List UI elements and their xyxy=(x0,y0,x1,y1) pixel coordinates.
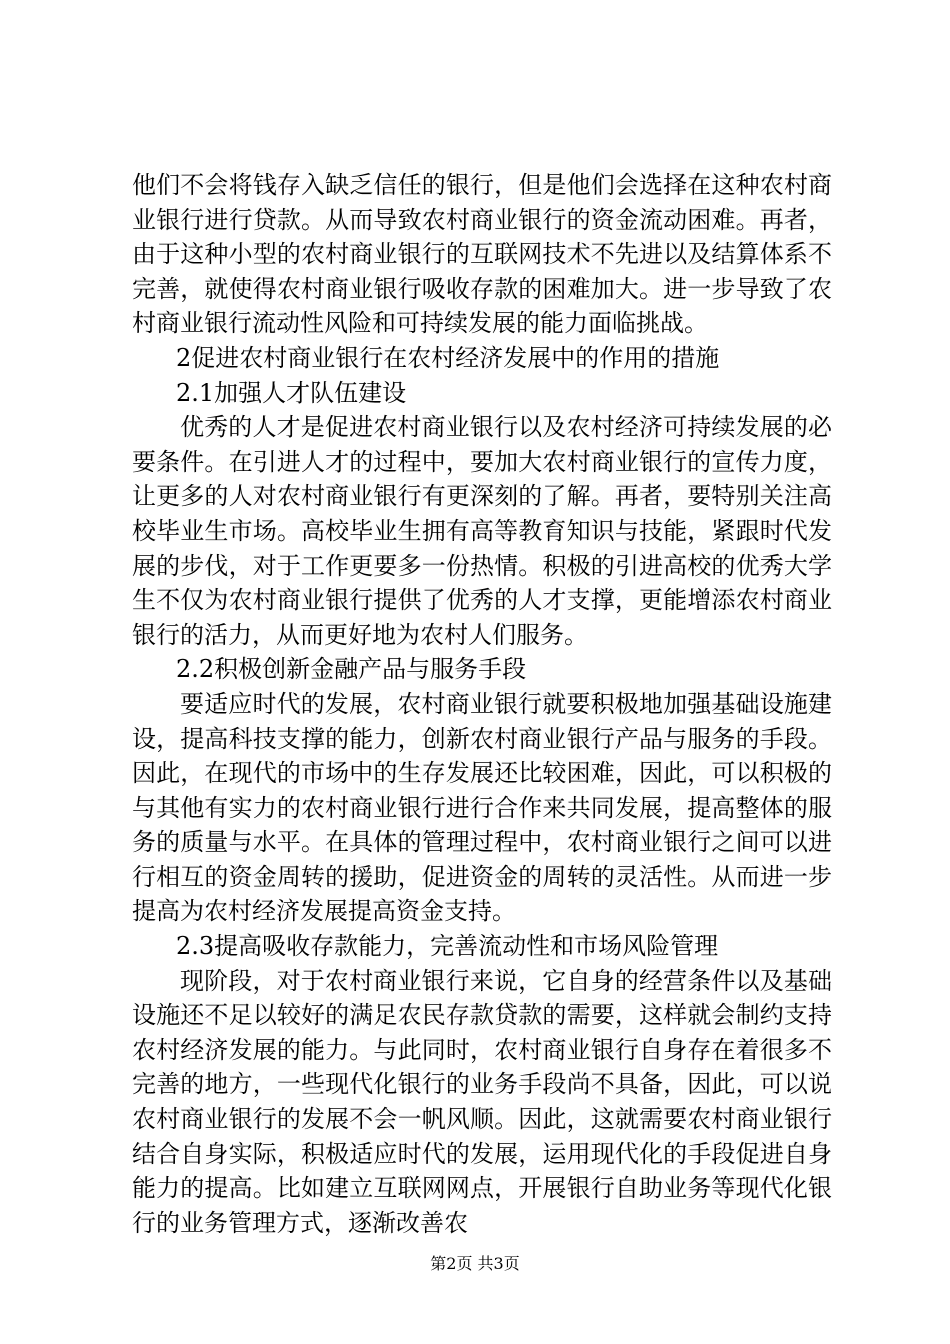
paragraph-deposits: 现阶段，对于农村商业银行来说，它自身的经营条件以及基础设施还不足以较好的满足农民存款贷款的需要，这样就会制约支持农村经济发展的能力。与此同时，农村商业银行自身存在着很多不完善的地方，一些现代化银行的业务手段尚不具备，因此，可以说农村商业银行的发展不会一帆风顺。因此，这就需要农村商业银行结合自身实际，积极适应时代的发展，运用现代化的手段促进自身能力的提高。比如建立互联网网点，开展银行自助业务等现代化银行的业务管理方式，逐渐改善农 xyxy=(132,966,832,1237)
subsection-heading-2-2: 2.2积极创新金融产品与服务手段 xyxy=(176,655,527,684)
document-body xyxy=(132,168,832,1240)
paragraph-talent: 优秀的人才是促进农村商业银行以及农村经济可持续发展的必要条件。在引进人才的过程中，要加大农村商业银行的宣传力度，让更多的人对农村商业银行有更深刻的了解。再者，要特别关注高校毕业生市场。高校毕业生拥有高等教育知识与技能，紧跟时代发展的步伐，对于工作更要多一份热情。积极的引进高校的优秀大学生不仅为农村商业银行提供了优秀的人才支撑，更能增添农村商业银行的活力，从而更好地为农村人们服务。 xyxy=(132,413,832,649)
page-number-footer: 第2页 共3页 xyxy=(430,1254,520,1273)
section-heading-2: 2促进农村商业银行在农村经济发展中的作用的措施 xyxy=(176,343,720,372)
paragraph-innovation: 要适应时代的发展，农村商业银行就要积极地加强基础设施建设，提高科技支撑的能力，创新农村商业银行产品与服务的手段。因此，在现代的市场中的生存发展还比较困难，因此，可以积极的与其他有实力的农村商业银行进行合作来共同发展，提高整体的服务的质量与水平。在具体的管理过程中，农村商业银行之间可以进行相互的资金周转的援助，促进资金的周转的灵活性。从而进一步提高为农村经济发展提高资金支持。 xyxy=(132,689,832,926)
paragraph-continued: 他们不会将钱存入缺乏信任的银行，但是他们会选择在这种农村商业银行进行贷款。从而导致农村商业银行的资金流动困难。再者，由于这种小型的农村商业银行的互联网技术不先进以及结算体系不完善，就使得农村商业银行吸收存款的困难加大。进一步导致了农村商业银行流动性风险和可持续发展的能力面临挑战。 xyxy=(132,171,832,338)
subsection-heading-2-3: 2.3提高吸收存款能力，完善流动性和市场风险管理 xyxy=(176,932,719,961)
subsection-heading-2-1: 2.1加强人才队伍建设 xyxy=(176,378,407,407)
